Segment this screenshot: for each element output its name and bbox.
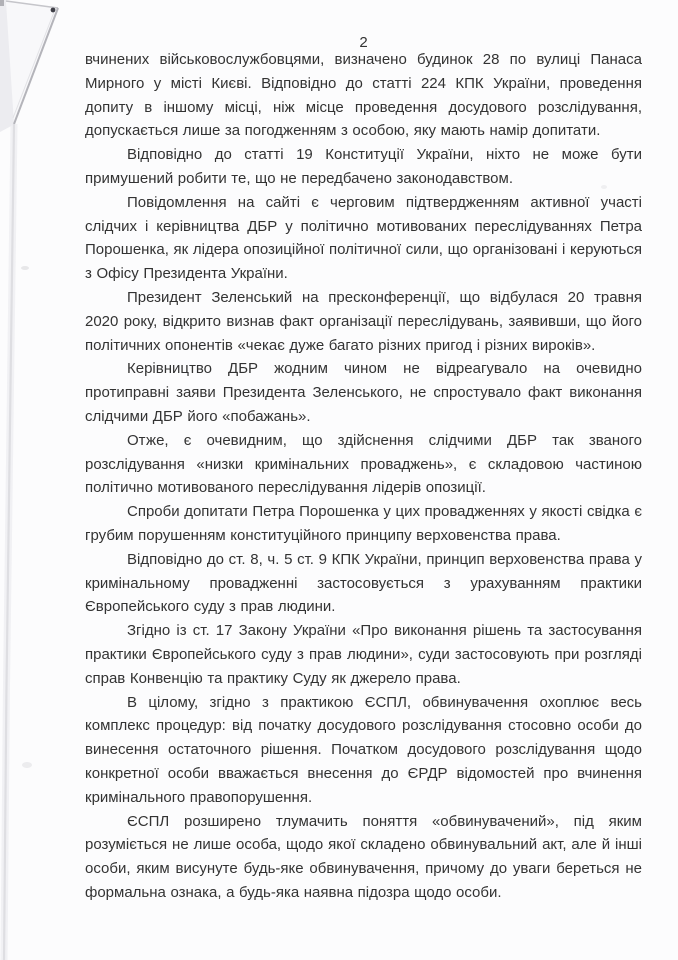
scan-smudge — [22, 762, 32, 768]
corner-dark-mark — [0, 0, 4, 6]
fold-crease-line — [14, 8, 58, 124]
page-number: 2 — [359, 34, 368, 51]
paragraph: ЄСПЛ розширено тлумачить поняття «обвинувачений», під яким розуміється не лише особа, щодо якої складено обвинувальний акт, але й інші особи, яким висунуте будь-яке обвинувачення, причому до уваги береться не формальна ознака, а будь-яка наявна підозра щодо особи. — [85, 812, 642, 901]
paragraph: Відповідно до статті 19 Конституції України, ніхто не може бути примушений робити те, що не передбачено законодавством. — [85, 146, 642, 187]
paragraph: В цілому, згідно з практикою ЄСПЛ, обвинувачення охоплює весь комплекс процедур: від початку досудового розслідування стосовно особи до винесення остаточного рішення. Початком досудового розслідування щодо конкретної особи вважається внесення до ЄРДР відомостей про вчинення кримінального правопорушення. — [85, 693, 642, 806]
fold-crease-highlight — [13, 12, 54, 118]
page-edge-sliver — [0, 0, 15, 132]
paragraph: Повідомлення на сайті є черговим підтвердженням активної участі слідчих і керівництва ДБР у політично мотивованих переслідуваннях Петра Порошенка, як лідера опозиційної політичної сили, що організовані і керуються з Офісу Президента України. — [85, 193, 642, 283]
paragraph: Керівництво ДБР жодним чином не відреагувало на очевидно протиправні заяви Президента Зеленського, не спростувало факт виконання слідчими ДБР його «побажань». — [85, 360, 642, 425]
paragraph: Згідно із ст. 17 Закону України «Про виконання рішень та застосування практики Європейського суду з прав людини», суди застосовують при розгляді справ Конвенцію та практику Суду як джерело права. — [85, 622, 642, 687]
scan-smudge — [21, 266, 29, 270]
paragraph: Відповідно до ст. 8, ч. 5 ст. 9 КПК України, принцип верховенства права у кримінальному провадженні застосовується з урахуванням практики Європейського суду з прав людини. — [85, 550, 642, 616]
scan-edge-shadow — [4, 124, 14, 960]
document-body — [85, 48, 642, 905]
paragraph: Спроби допитати Петра Порошенка у цих провадженнях у якості свідка є грубим порушенням конституційного принципу верховенства права. — [85, 503, 642, 544]
paragraph: Президент Зеленський на пресконференції, що відбулася 20 травня 2020 року, відкрито визнав факт організації переслідувань, заявивши, що його політичних опонентів «чекає дуже багато різних пригод і різних вироків». — [85, 288, 642, 354]
page-corner-fold-artifact — [6, 1, 58, 124]
paragraph: Отже, є очевидним, що здійснення слідчими ДБР так званого розслідування «низки кримінальних проваджень», є складовою частиною політично мотивованого переслідування лідерів опозиції. — [85, 431, 642, 497]
paragraph: вчинених військовослужбовцями, визначено будинок 28 по вулиці Панаса Мирного у місті Києві. Відповідно до статті 224 КПК України, проведення допиту в іншому місці, ніж місце проведення досудового розслідування, допускається лише за погодженням з особою, яку мають намір допитати. — [85, 51, 642, 140]
scan-edge-shadow-soft — [4, 124, 14, 960]
corner-speck — [51, 8, 56, 13]
fold-top-edge — [6, 1, 58, 8]
